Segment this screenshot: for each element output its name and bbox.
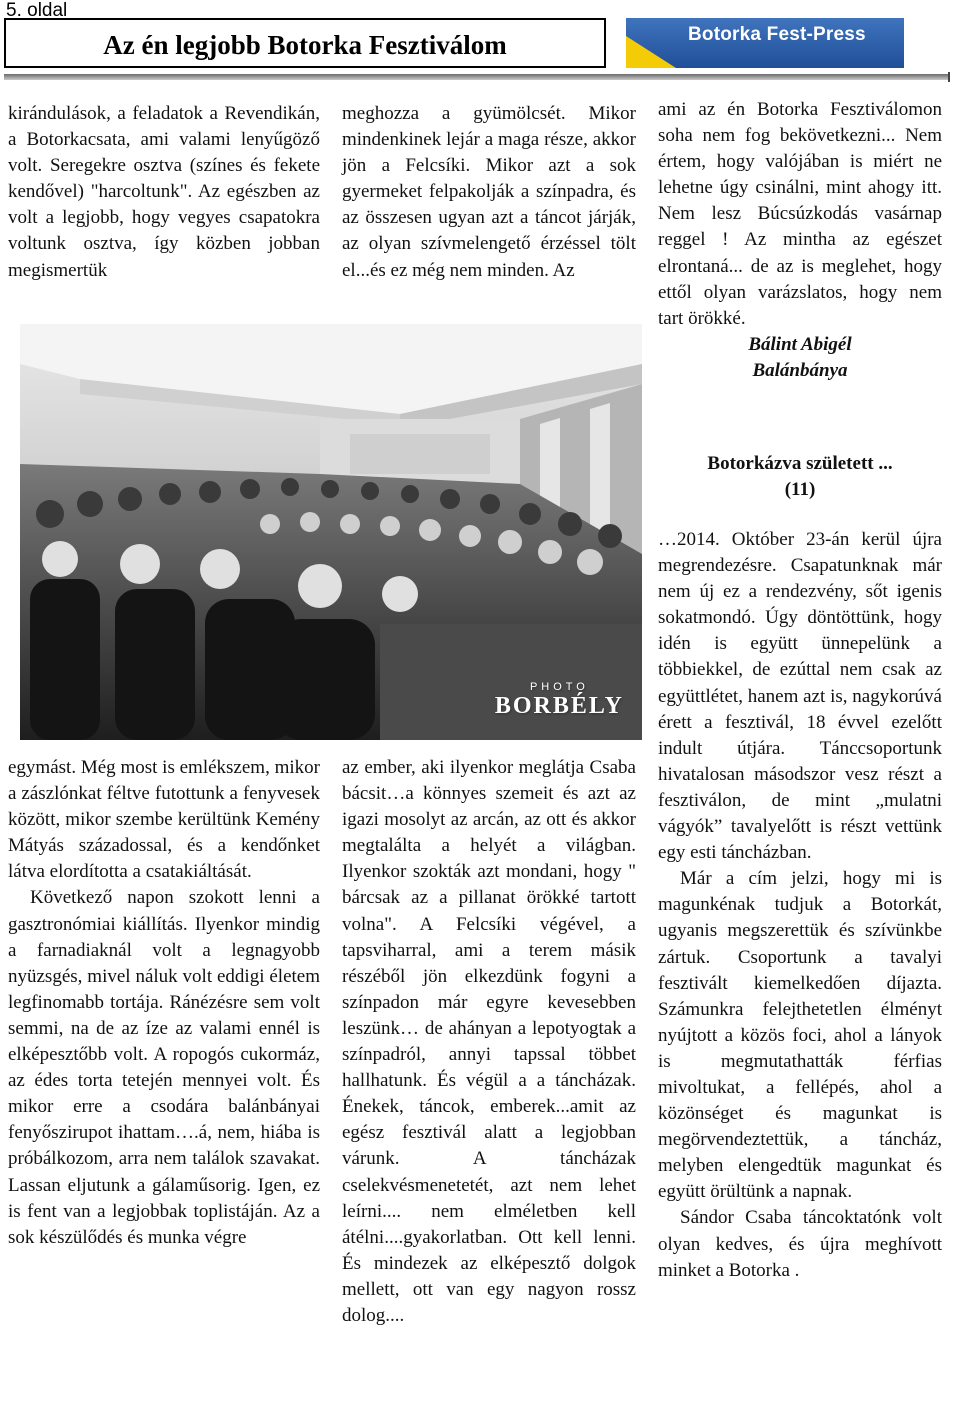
brand-name: Botorka Fest-Press <box>688 24 866 45</box>
photo-watermark <box>495 681 624 720</box>
audience-photo-graphic <box>20 324 642 740</box>
page-number: 5. oldal <box>6 0 68 21</box>
header-divider-end <box>948 72 950 82</box>
watermark-name: BORBÉLY <box>494 693 624 719</box>
watermark-label: PHOTO <box>529 681 589 693</box>
middle-column-top <box>342 101 636 284</box>
right-column-bottom <box>658 527 942 1284</box>
left-column-bottom <box>8 755 320 1251</box>
article-title: Az én legjobb Botorka Fesztiválom <box>103 30 507 60</box>
paragraph: Következő napon szokott lenni a gasztronómiai kiállítás. Ilyenkor mindig a farnadiaknál volt a legnagyobb nyüzsgés, mivel náluk volt eddigi életem legfinomabb tortája. Ránézésre sem volt semmi, na de az íze az valami ennél is elképesztőbb volt. A ropogós cukormáz, az édes torta tetején mennyei volt. És mikor erre a csodára balánbányai fenyőszirupot ihattam….á, nem, hiába is próbálkozom, arra nem találok szavakat. Lassan eljutunk a gálaműsorig. Igen, ez is fent van a legjobbak toplistáján. Az a sok készülődés és munka végre <box>8 887 320 1248</box>
paragraph: az ember, aki ilyenkor meglátja Csaba bácsit…a könnyes szemeit és azt az igazi mosolyt az arcán, az ott és akkor megtalálta a helyét a világban. Ilyenkor szokták azt mondani, hogy " bárcsak az a pillanat örökké tartott volna". A Felcsíki végével, a tapsviharral, ami a terem másik részéből jön elkezdünk fogyni a színpadon már egyre kevesebben leszünk… de ahányan a lepotyogtak a színpadról, annyi tapssal többet hallhatunk. És végül a a táncházak. Énekek, táncok, emberek...amit az egész fesztivál alatt a legjobban várunk. A táncházak cselekvésmenetetét, azt nem lehet leírni.... nem elméletben kell átélni....gyakorlatban. Ott kell lenni. És mindezek az elképesztő dolgok mellett, ott van egy nagyon rossz dolog.... <box>342 757 636 1326</box>
paragraph: Már a cím jelzi, hogy mi is magunkénak tudjuk a Botorkát, ugyanis megszerettük és szívünkbe zártuk. Csoportunk a tavalyi fesztivált kiemelkedően díjazta. Számunkra felejthetetlen élményt nyújtott a közös foci, ahol a lányok is megmutathatták férfias mivoltukat, a fellépés, ahol a közönséget és magunkat is megörvendeztettük, a táncház, melyben elengedtük magunkat és együtt örültünk a napnak. <box>658 868 942 1203</box>
right-column-heading <box>658 451 942 503</box>
paragraph: …2014. Október 23-án kerül újra megrendezésre. Csapatunknak már nem új ez a rendezvény, sőt igenis sokatmondó. Úgy döntöttünk, hogy idén is együtt ünnepelünk a többiekkel, de ezúttal nem csak az együttlétet, hanem azt is, nagykorúvá érett a fesztivál, 18 évvel ezelőtt indult útjára. Tánccsoportunk hivatalosan másodszor vesz részt a fesztiválon, de mint „mulatni vágyók” tavalyelőtt is részt vettünk egy esti táncházban. <box>658 529 942 864</box>
left-column-top <box>8 101 320 284</box>
header-divider <box>4 74 950 80</box>
brand-banner <box>626 18 904 68</box>
right-column-top <box>658 97 942 384</box>
paragraph: ami az én Botorka Fesztiválomon soha nem fog bekövetkezni... Nem értem, hogy valójában is miért ne lehetne úgy csinálni, mint ahogy itt. Nem lesz Búcsúzkodás vasárnap reggel ! Az mintha az egészet elrontaná... de az is meglehet, hogy ettől olyan varázslatos, hogy nem tart örökké. <box>658 99 942 329</box>
author-place: Balánbánya <box>752 359 848 381</box>
paragraph: meghozza a gyümölcsét. Mikor mindenkinek lejár a maga része, akkor jön a Felcsíki. Mikor azt a sok gyermeket felpakolják a színpadra, és az összesen ugyan azt a táncot járják, az olyan szívmelengető érzéssel tölt el...és ez még nem minden. Az <box>342 103 636 281</box>
article-header <box>4 18 606 68</box>
middle-column-bottom <box>342 755 636 1329</box>
paragraph: kirándulások, a feladatok a Revendikán, a Botorkacsata, ami valami lenyűgöző volt. Seregekre osztva (színes és fekete kendővel) "harcoltunk". Az egészben az volt a legjobb, hogy vegyes csapatokra voltunk osztva, így közben jobban megismertük <box>8 103 320 281</box>
paragraph: Sándor Csaba táncoktatónk volt olyan kedves, és újra meghívott minket a Botorka . <box>658 1207 942 1281</box>
paragraph: egymást. Még most is emlékszem, mikor a zászlónkat féltve futottunk a fenyvesek között, mikor szembe kerültünk Kemény Mátyás századossal, és a kendőnket látva elordította a csatakiáltását. <box>8 757 320 883</box>
author-name: Bálint Abigél <box>748 333 852 355</box>
brand-logo-corner <box>626 36 676 68</box>
audience-photo <box>20 324 642 740</box>
subheading: Botorkázva született ... <box>707 453 893 474</box>
subheading-number: (11) <box>784 479 816 501</box>
